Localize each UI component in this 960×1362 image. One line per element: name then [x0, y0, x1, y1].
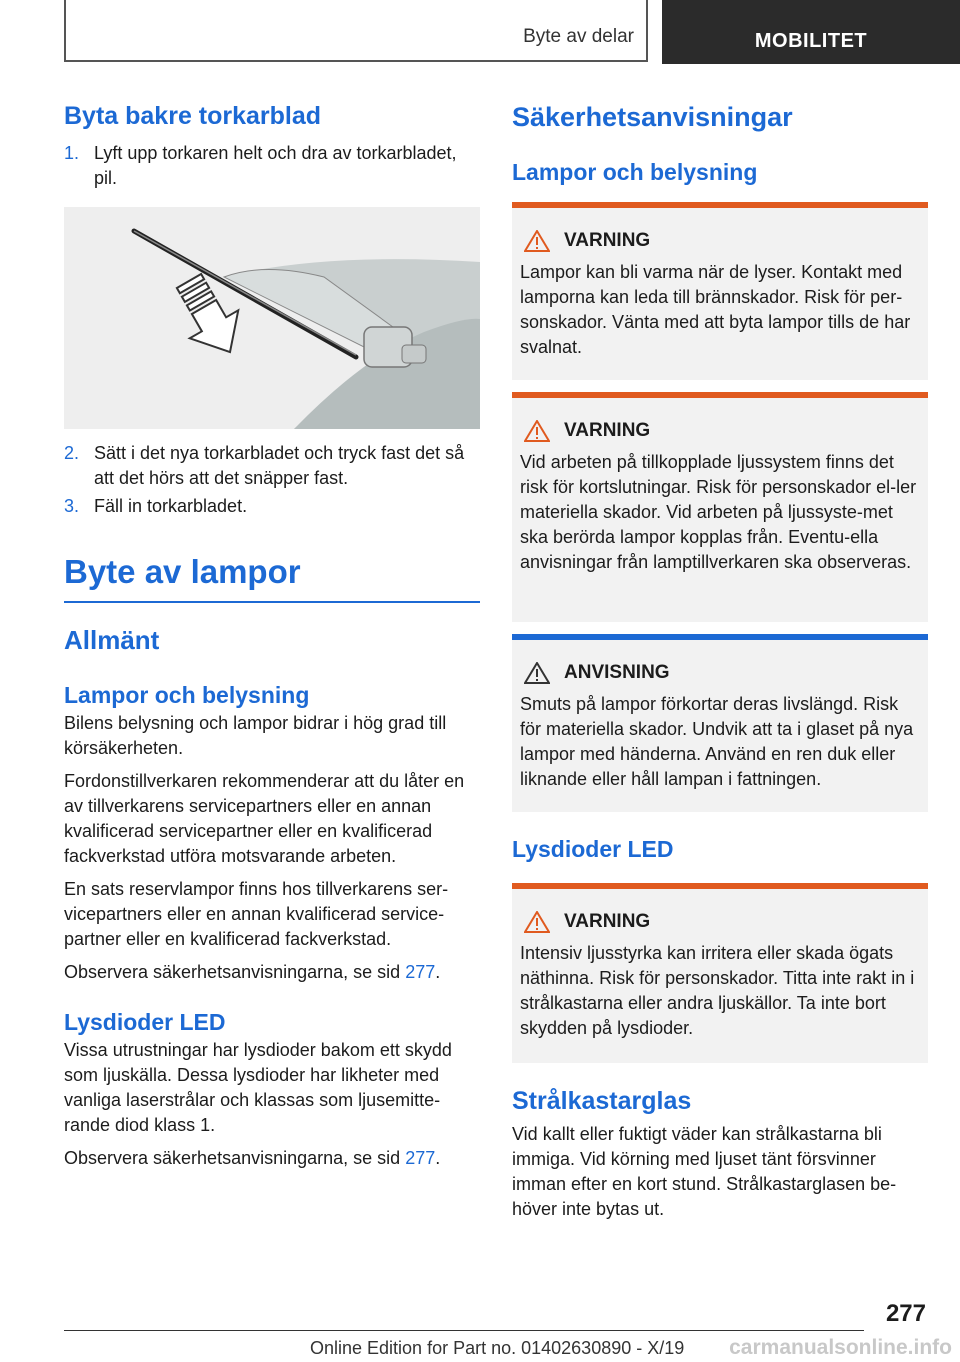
header-frame [64, 0, 648, 62]
note-title-row [524, 662, 920, 684]
safety-ref-end: . [435, 962, 441, 982]
header-section-title: Byte av delar [523, 26, 634, 47]
note-box-dirt [512, 634, 928, 812]
heading-lamps-lighting: Lampor och belysning [64, 682, 310, 708]
safety-ref-end: . [435, 1148, 441, 1168]
note-triangle-icon [524, 662, 550, 684]
warning-box-short-circuit [512, 392, 928, 622]
step-text: Fäll in torkarbladet. [94, 496, 248, 516]
paragraph-safety-ref-2 [64, 1146, 480, 1171]
heading-general: Allmänt [64, 625, 160, 655]
paragraph-led: Vissa utrustningar har lysdioder bakom ett skydd som ljuskälla. Dessa lysdioder har likheter med vanliga laserstrålar och klassas som ljusemitte-rande diod klass 1. [64, 1040, 452, 1135]
safety-ref-text: Observera säkerhetsanvisningarna, se sid [64, 962, 406, 982]
heading-safety: Säkerhetsanvisningar [512, 102, 793, 132]
warning-text: Intensiv ljusstyrka kan irritera eller skada ögats näthinna. Risk för personskador. Titta inte rakt in i strålkastarna eller andra ljuskällor. Ta inte bort skydden på lysdioder. [520, 943, 915, 1038]
footer-divider [64, 1330, 864, 1331]
warning-text: Lampor kan bli varma när de lyser. Kontakt med lamporna kan leda till brännskador. Risk för per-sonskador. Vänta med att byta lampor tills de har svalnat. [520, 262, 911, 357]
wiper-figure-image [64, 207, 480, 429]
wiper-illustration [64, 207, 480, 429]
warning-triangle-icon [524, 911, 550, 933]
step-text: Lyft upp torkaren helt och dra av torkarbladet, pil. [94, 143, 457, 188]
warning-box-led [512, 883, 928, 1063]
step-number: 3. [64, 496, 80, 516]
warning-text: Vid arbeten på tillkopplade ljussystem finns det risk för kortslutningar. Risk för personskador el-ler materiella skador. Vid arbeten på ljussyste-met ska berörda lampor kopplas från. Eventu-ella anvisningar från lamptillverkaren ska observeras. [520, 452, 917, 572]
page-number: 277 [885, 1300, 926, 1327]
warning-title: VARNING [564, 911, 651, 932]
right-column [512, 100, 928, 1222]
left-column [64, 100, 480, 1171]
warning-title: VARNING [564, 420, 651, 441]
paragraph-lighting: Bilens belysning och lampor bidrar i hög grad till körsäkerheten. [64, 713, 447, 758]
page-link-277[interactable]: 277 [405, 1148, 436, 1168]
warning-title: VARNING [564, 230, 651, 251]
note-title: ANVISNING [564, 662, 670, 683]
section-heading-wiper: Byta bakre torkarblad [64, 102, 322, 130]
warning-title-row [524, 230, 920, 252]
header-chapter-tab: MOBILITET [662, 0, 960, 64]
footer-watermark: carmanualsonline.info [729, 1336, 952, 1359]
heading-led: Lysdioder LED [64, 1009, 226, 1035]
page-link-277[interactable]: 277 [405, 962, 436, 982]
warning-triangle-icon [524, 230, 550, 252]
chapter-heading-lamps: Byte av lampor [64, 553, 480, 603]
step-number: 2. [64, 443, 80, 463]
footer-edition: Online Edition for Part no. 01402630890 - X/19 [310, 1338, 685, 1358]
step-number: 1. [64, 143, 80, 163]
warning-title-row [524, 420, 920, 442]
safety-ref-text: Observera säkerhetsanvisningarna, se sid [64, 1148, 406, 1168]
step-text: Sätt i det nya torkarbladet och tryck fast det så att det hörs att det snäpper fast. [94, 443, 465, 488]
heading-headlight-glass: Strålkastarglas [512, 1087, 692, 1115]
step-2 [64, 441, 480, 491]
note-text: Smuts på lampor förkortar deras livslängd. Risk för materiella skador. Undvik att ta i glaset på nya lampor med händerna. Använd en ren duk eller liknande eller håll lampan i fattningen. [520, 694, 914, 789]
step-3 [64, 494, 480, 519]
paragraph-safety-ref [64, 960, 480, 985]
warning-triangle-icon [524, 420, 550, 442]
step-1 [64, 141, 480, 191]
paragraph-headlight-glass: Vid kallt eller fuktigt väder kan strålkastarna bli immiga. Vid körning med ljuset tänt försvinner imman efter en kort stund. Strålkastarglasen be-höver inte bytas ut. [512, 1124, 897, 1219]
paragraph-manufacturer: Fordonstillverkaren rekommenderar att du låter en av tillverkarens servicepartners eller en annan kvalificerad servicepartner eller en kvalificerad fackverkstad utföra motsvarande arbeten. [64, 771, 465, 866]
warning-box-hot-lamps [512, 202, 928, 380]
heading-lamps-lighting-right: Lampor och belysning [512, 159, 758, 185]
paragraph-spare-lamps: En sats reservlampor finns hos tillverkarens ser-vicepartners eller en annan kvalificerad service-partner eller en kvalificerad fackverkstad. [64, 879, 449, 949]
warning-title-row [524, 911, 920, 933]
heading-led-right: Lysdioder LED [512, 836, 674, 862]
